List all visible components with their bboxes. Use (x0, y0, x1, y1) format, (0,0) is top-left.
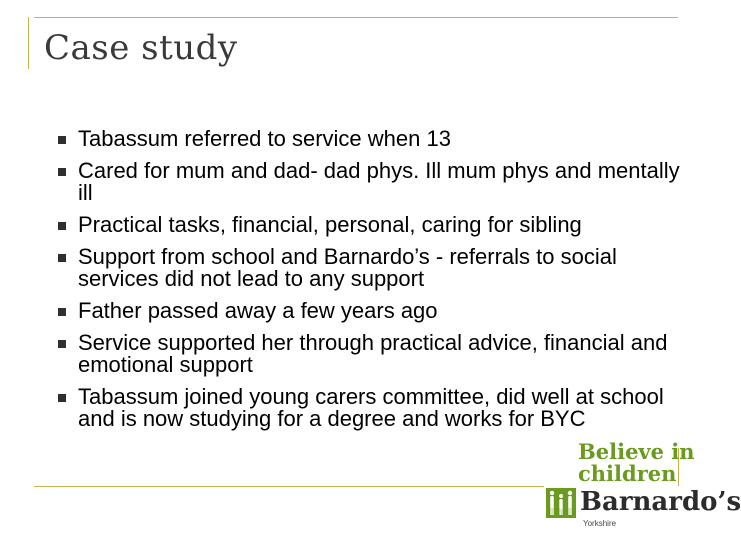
square-bullet-icon (58, 136, 66, 144)
bottom-rule (34, 486, 544, 487)
square-bullet-icon (58, 394, 66, 402)
bullet-item (58, 128, 698, 150)
bullet-item (58, 332, 698, 376)
bullet-item (58, 300, 698, 322)
bullet-text: Cared for mum and dad- dad phys. Ill mum phys and mentally ill (78, 158, 680, 205)
slogan-line: Believe in (578, 439, 695, 464)
bullet-text: Father passed away a few years ago (78, 298, 438, 323)
bullet-text: Support from school and Barnardo’s - referrals to social services did not lead to any support (78, 244, 617, 291)
square-bullet-icon (58, 222, 66, 230)
bullet-text: Tabassum joined young carers committee, did well at school and is now studying for a degree and works for BYC (78, 384, 664, 431)
bullet-item (58, 246, 698, 290)
slide-title: Case study (44, 28, 238, 68)
bullet-item (58, 160, 698, 204)
square-bullet-icon (58, 340, 66, 348)
region-label: Yorkshire (583, 519, 617, 528)
believe-in-children-slogan (578, 441, 695, 485)
bullet-item (58, 214, 698, 236)
bullet-list (58, 128, 698, 440)
slogan-line: children (578, 461, 677, 486)
barnardos-logo-icon (546, 488, 576, 518)
square-bullet-icon (58, 254, 66, 262)
left-rule (28, 17, 29, 69)
square-bullet-icon (58, 168, 66, 176)
top-rule (34, 17, 678, 18)
bullet-item (58, 386, 698, 430)
square-bullet-icon (58, 308, 66, 316)
bullet-text: Tabassum referred to service when 13 (78, 126, 451, 151)
barnardos-brand: Barnardo’s (580, 487, 741, 517)
bullet-text: Practical tasks, financial, personal, caring for sibling (78, 212, 582, 237)
bullet-text: Service supported her through practical advice, financial and emotional support (78, 330, 668, 377)
